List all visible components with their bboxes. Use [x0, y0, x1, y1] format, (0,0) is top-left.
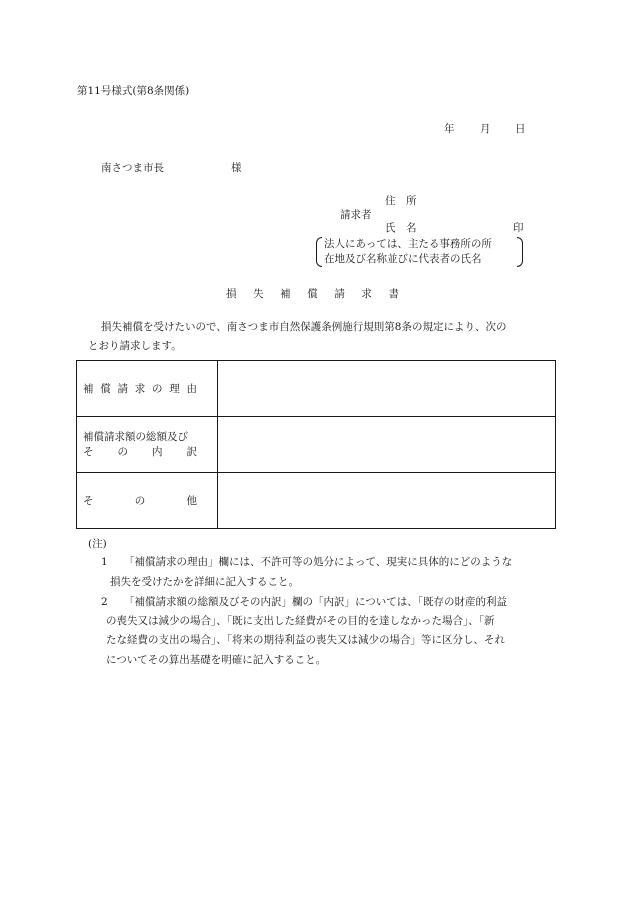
table-row [77, 473, 556, 529]
row-label-amount [77, 417, 218, 473]
table-row [77, 417, 556, 473]
form-number: 第11号様式(第8条関係) [77, 85, 190, 97]
corporate-note [316, 237, 523, 267]
label-char: そ [83, 446, 94, 458]
other-value-cell[interactable] [218, 473, 556, 529]
notes-heading: (注) [88, 538, 107, 550]
addressee-name: 南さつま市長 [101, 162, 164, 174]
title-char: 請 [334, 288, 345, 300]
claimant-label: 請求者 [340, 209, 372, 221]
reason-value-cell[interactable] [218, 361, 556, 417]
claim-table [76, 360, 556, 529]
date-month: 月 [480, 123, 491, 135]
intro-line1: 損失補償を受けたいので、南さつま市自然保護条例施行規則第8条の規定により、次の [101, 321, 507, 333]
label-char: 由 [186, 383, 197, 395]
intro-line2: とおり請求します。 [88, 340, 182, 352]
label-char: 償 [100, 383, 111, 395]
table-row [77, 361, 556, 417]
title-char: 求 [361, 288, 372, 300]
label-char: 補 [83, 383, 94, 395]
note2-line2: の喪失又は減少の場合」、「既に支出した経費がその目的を達しなかった場合」、「新 [106, 615, 495, 627]
label-char: 内 [152, 446, 163, 458]
date-day: 日 [515, 123, 526, 135]
name-label: 氏 名 [385, 222, 417, 234]
note2-line1: 「補償請求額の総額及びその内訳」欄の「内訳」については、「既存の財産的利益 [124, 596, 508, 608]
addressee-suffix: 様 [231, 162, 242, 174]
corporate-note-line1: 法人にあっては、主たる事務所の所 [324, 238, 492, 250]
title-char: 償 [307, 288, 318, 300]
note1-line1: 「補償請求の理由」欄には、不許可等の処分によって、現実に具体的にどのような [124, 556, 513, 568]
corporate-note-line2: 在地及び名称並びに代表者の氏名 [324, 253, 482, 265]
title-char: 補 [280, 288, 291, 300]
label-char: の [117, 446, 128, 458]
date-year: 年 [444, 123, 455, 135]
amount-label-line1: 補償請求額の総額及び [83, 430, 188, 443]
label-char: 訳 [186, 446, 197, 458]
label-char: の [152, 383, 163, 395]
bracket-left [316, 237, 322, 267]
row-label-other [77, 473, 218, 529]
note2-number: 2 [101, 596, 108, 608]
note1-line2: 損失を受けたかを詳細に記入すること。 [110, 576, 299, 588]
document-title [226, 289, 399, 300]
address-label: 住 所 [385, 195, 417, 207]
label-char: 請 [117, 383, 128, 395]
note1-number: 1 [101, 556, 108, 568]
title-char: 書 [388, 288, 399, 300]
seal-mark: 印 [513, 222, 524, 234]
label-char: 求 [134, 383, 146, 395]
label-char: 理 [169, 383, 180, 395]
row-label-reason [77, 361, 218, 417]
label-char: 他 [186, 495, 197, 507]
note2-line4: についてその算出基礎を明確に記入すること。 [106, 654, 327, 666]
note2-line3: たな経費の支出の場合」、「将来の期待利益の喪失又は減少の場合」等に区分し、それ [106, 634, 505, 646]
title-char: 損 [226, 288, 237, 300]
label-char: そ [83, 495, 94, 507]
label-char: の [134, 495, 146, 507]
title-char: 失 [253, 288, 264, 300]
bracket-right [517, 237, 523, 267]
amount-value-cell[interactable] [218, 417, 556, 473]
